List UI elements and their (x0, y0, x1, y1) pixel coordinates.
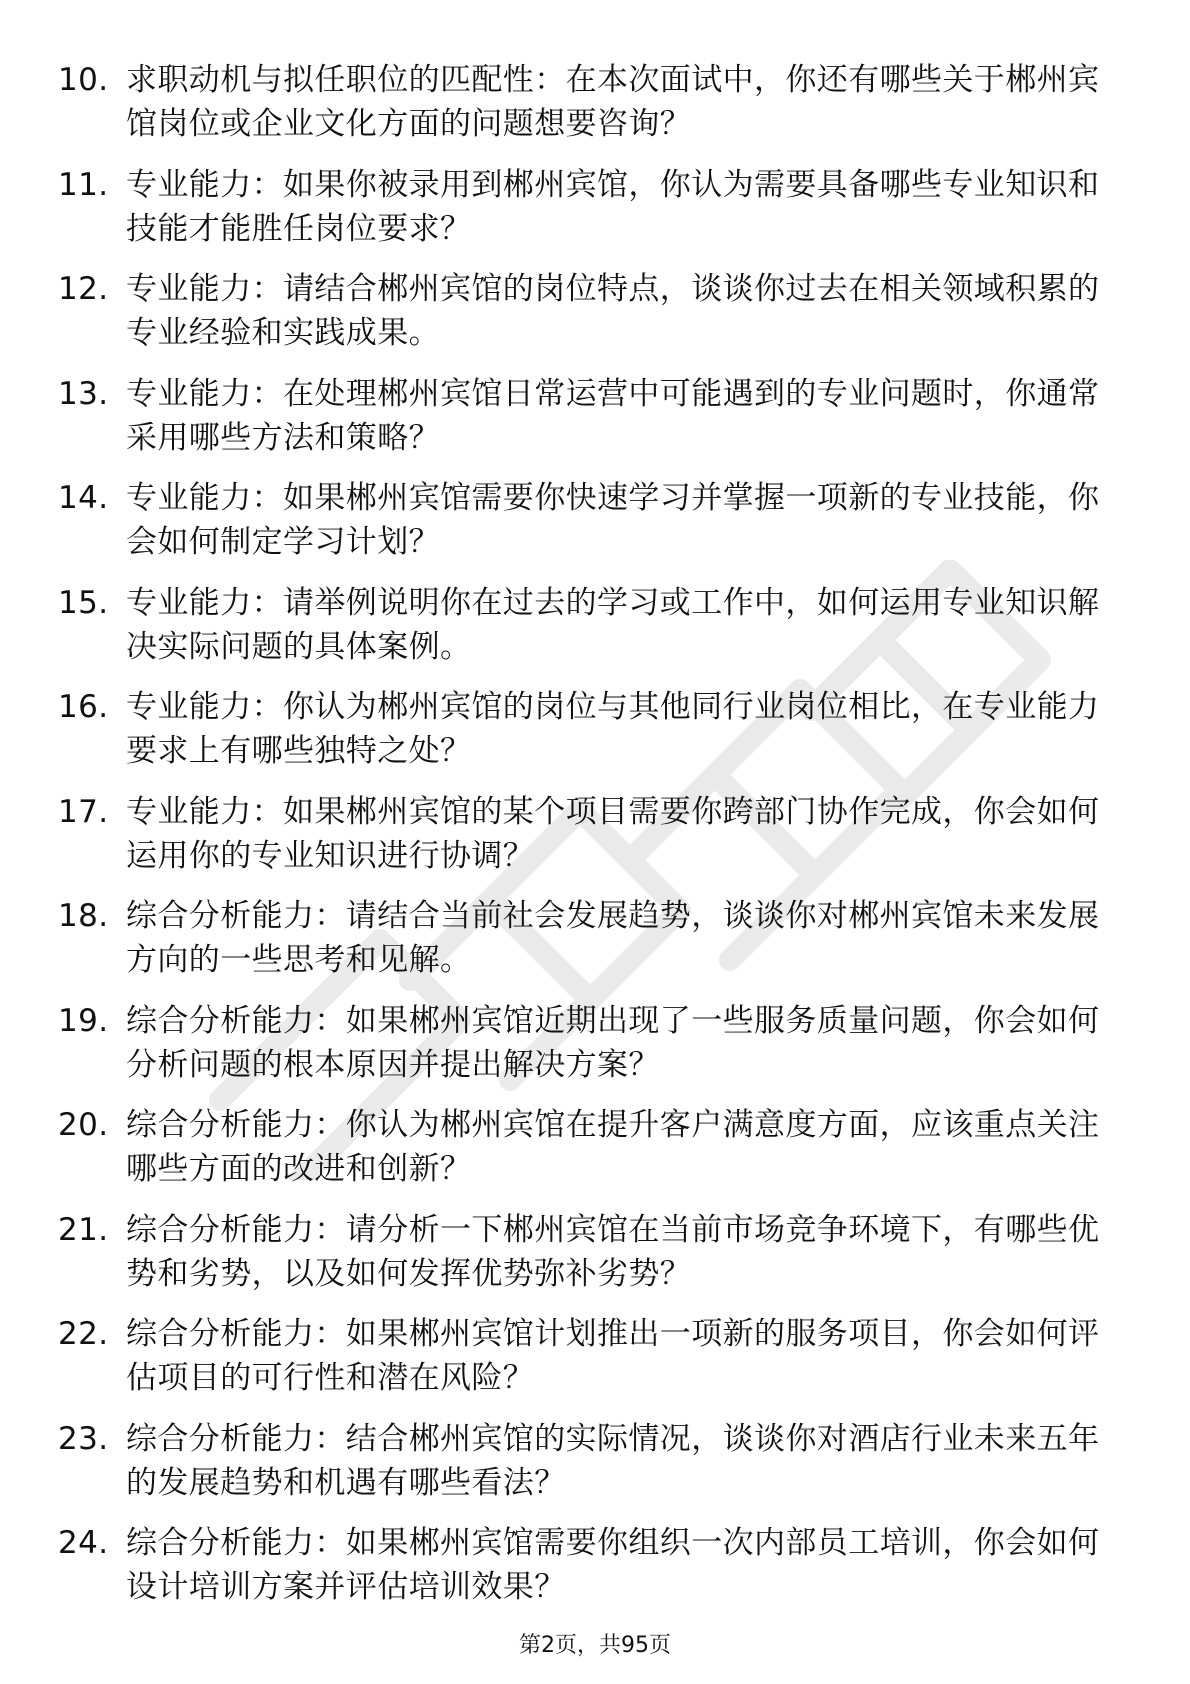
question-text: 综合分析能力：请分析一下郴州宾馆在当前市场竞争环境下，有哪些优势和劣势，以及如何发挥优势弥补劣势？ (126, 1211, 1100, 1292)
question-item (58, 267, 1118, 355)
question-text: 专业能力：请举例说明你在过去的学习或工作中，如何运用专业知识解决实际问题的具体案例。 (126, 584, 1100, 665)
question-number: 17. (58, 793, 109, 830)
question-text: 综合分析能力：如果郴州宾馆计划推出一项新的服务项目，你会如何评估项目的可行性和潜在风险？ (126, 1316, 1100, 1396)
page-number-label: 第2页，共95页 (519, 1633, 671, 1658)
page-footer (0, 1631, 1190, 1661)
question-text: 求职动机与拟任职位的匹配性：在本次面试中，你还有哪些关于郴州宾馆岗位或企业文化方面的问题想要咨询？ (126, 62, 1100, 142)
question-item (58, 685, 1118, 773)
question-item (58, 894, 1118, 982)
question-text: 综合分析能力：如果郴州宾馆近期出现了一些服务质量问题，你会如何分析问题的根本原因并提出解决方案？ (126, 1002, 1100, 1083)
question-text: 综合分析能力：结合郴州宾馆的实际情况，谈谈你对酒店行业未来五年的发展趋势和机遇有哪些看法？ (126, 1420, 1100, 1501)
question-number: 20. (58, 1107, 109, 1143)
question-number: 18. (58, 898, 109, 934)
question-item (58, 1312, 1118, 1400)
question-number: 16. (58, 689, 109, 725)
question-text: 专业能力：请结合郴州宾馆的岗位特点，谈谈你过去在相关领域积累的专业经验和实践成果。 (126, 271, 1100, 351)
question-item (58, 372, 1118, 460)
question-number: 15. (58, 584, 109, 621)
question-text: 综合分析能力：你认为郴州宾馆在提升客户满意度方面，应该重点关注哪些方面的改进和创新？ (126, 1107, 1100, 1187)
question-number: 12. (58, 271, 109, 307)
question-item (58, 163, 1118, 251)
question-text: 专业能力：如果你被录用到郴州宾馆，你认为需要具备哪些专业知识和技能才能胜任岗位要求？ (126, 166, 1100, 247)
question-number: 19. (58, 1002, 109, 1039)
question-text: 专业能力：在处理郴州宾馆日常运营中可能遇到的专业问题时，你通常采用哪些方法和策略？ (126, 375, 1100, 456)
question-text: 专业能力：你认为郴州宾馆的岗位与其他同行业岗位相比，在专业能力要求上有哪些独特之处？ (126, 689, 1100, 769)
question-number: 10. (58, 62, 109, 98)
question-item (58, 999, 1118, 1087)
question-item (58, 1521, 1118, 1609)
question-item (58, 790, 1118, 878)
question-item (58, 1208, 1118, 1296)
question-number: 13. (58, 375, 109, 412)
question-item (58, 476, 1118, 564)
question-item (58, 1417, 1118, 1505)
question-text: 专业能力：如果郴州宾馆需要你快速学习并掌握一项新的专业技能，你会如何制定学习计划？ (126, 480, 1100, 560)
question-number: 22. (58, 1316, 109, 1352)
question-number: 14. (58, 480, 109, 516)
question-number: 23. (58, 1420, 109, 1457)
question-text: 综合分析能力：请结合当前社会发展趋势，谈谈你对郴州宾馆未来发展方向的一些思考和见解。 (126, 898, 1100, 978)
question-item (58, 58, 1118, 146)
question-number: 21. (58, 1211, 109, 1248)
question-text: 综合分析能力：如果郴州宾馆需要你组织一次内部员工培训，你会如何设计培训方案并评估培训效果？ (126, 1525, 1100, 1605)
question-number: 11. (58, 166, 109, 203)
question-number: 24. (58, 1525, 109, 1561)
question-item (58, 581, 1118, 669)
question-list (58, 58, 1118, 1626)
question-item (58, 1103, 1118, 1191)
question-text: 专业能力：如果郴州宾馆的某个项目需要你跨部门协作完成，你会如何运用你的专业知识进行协调？ (126, 793, 1100, 874)
